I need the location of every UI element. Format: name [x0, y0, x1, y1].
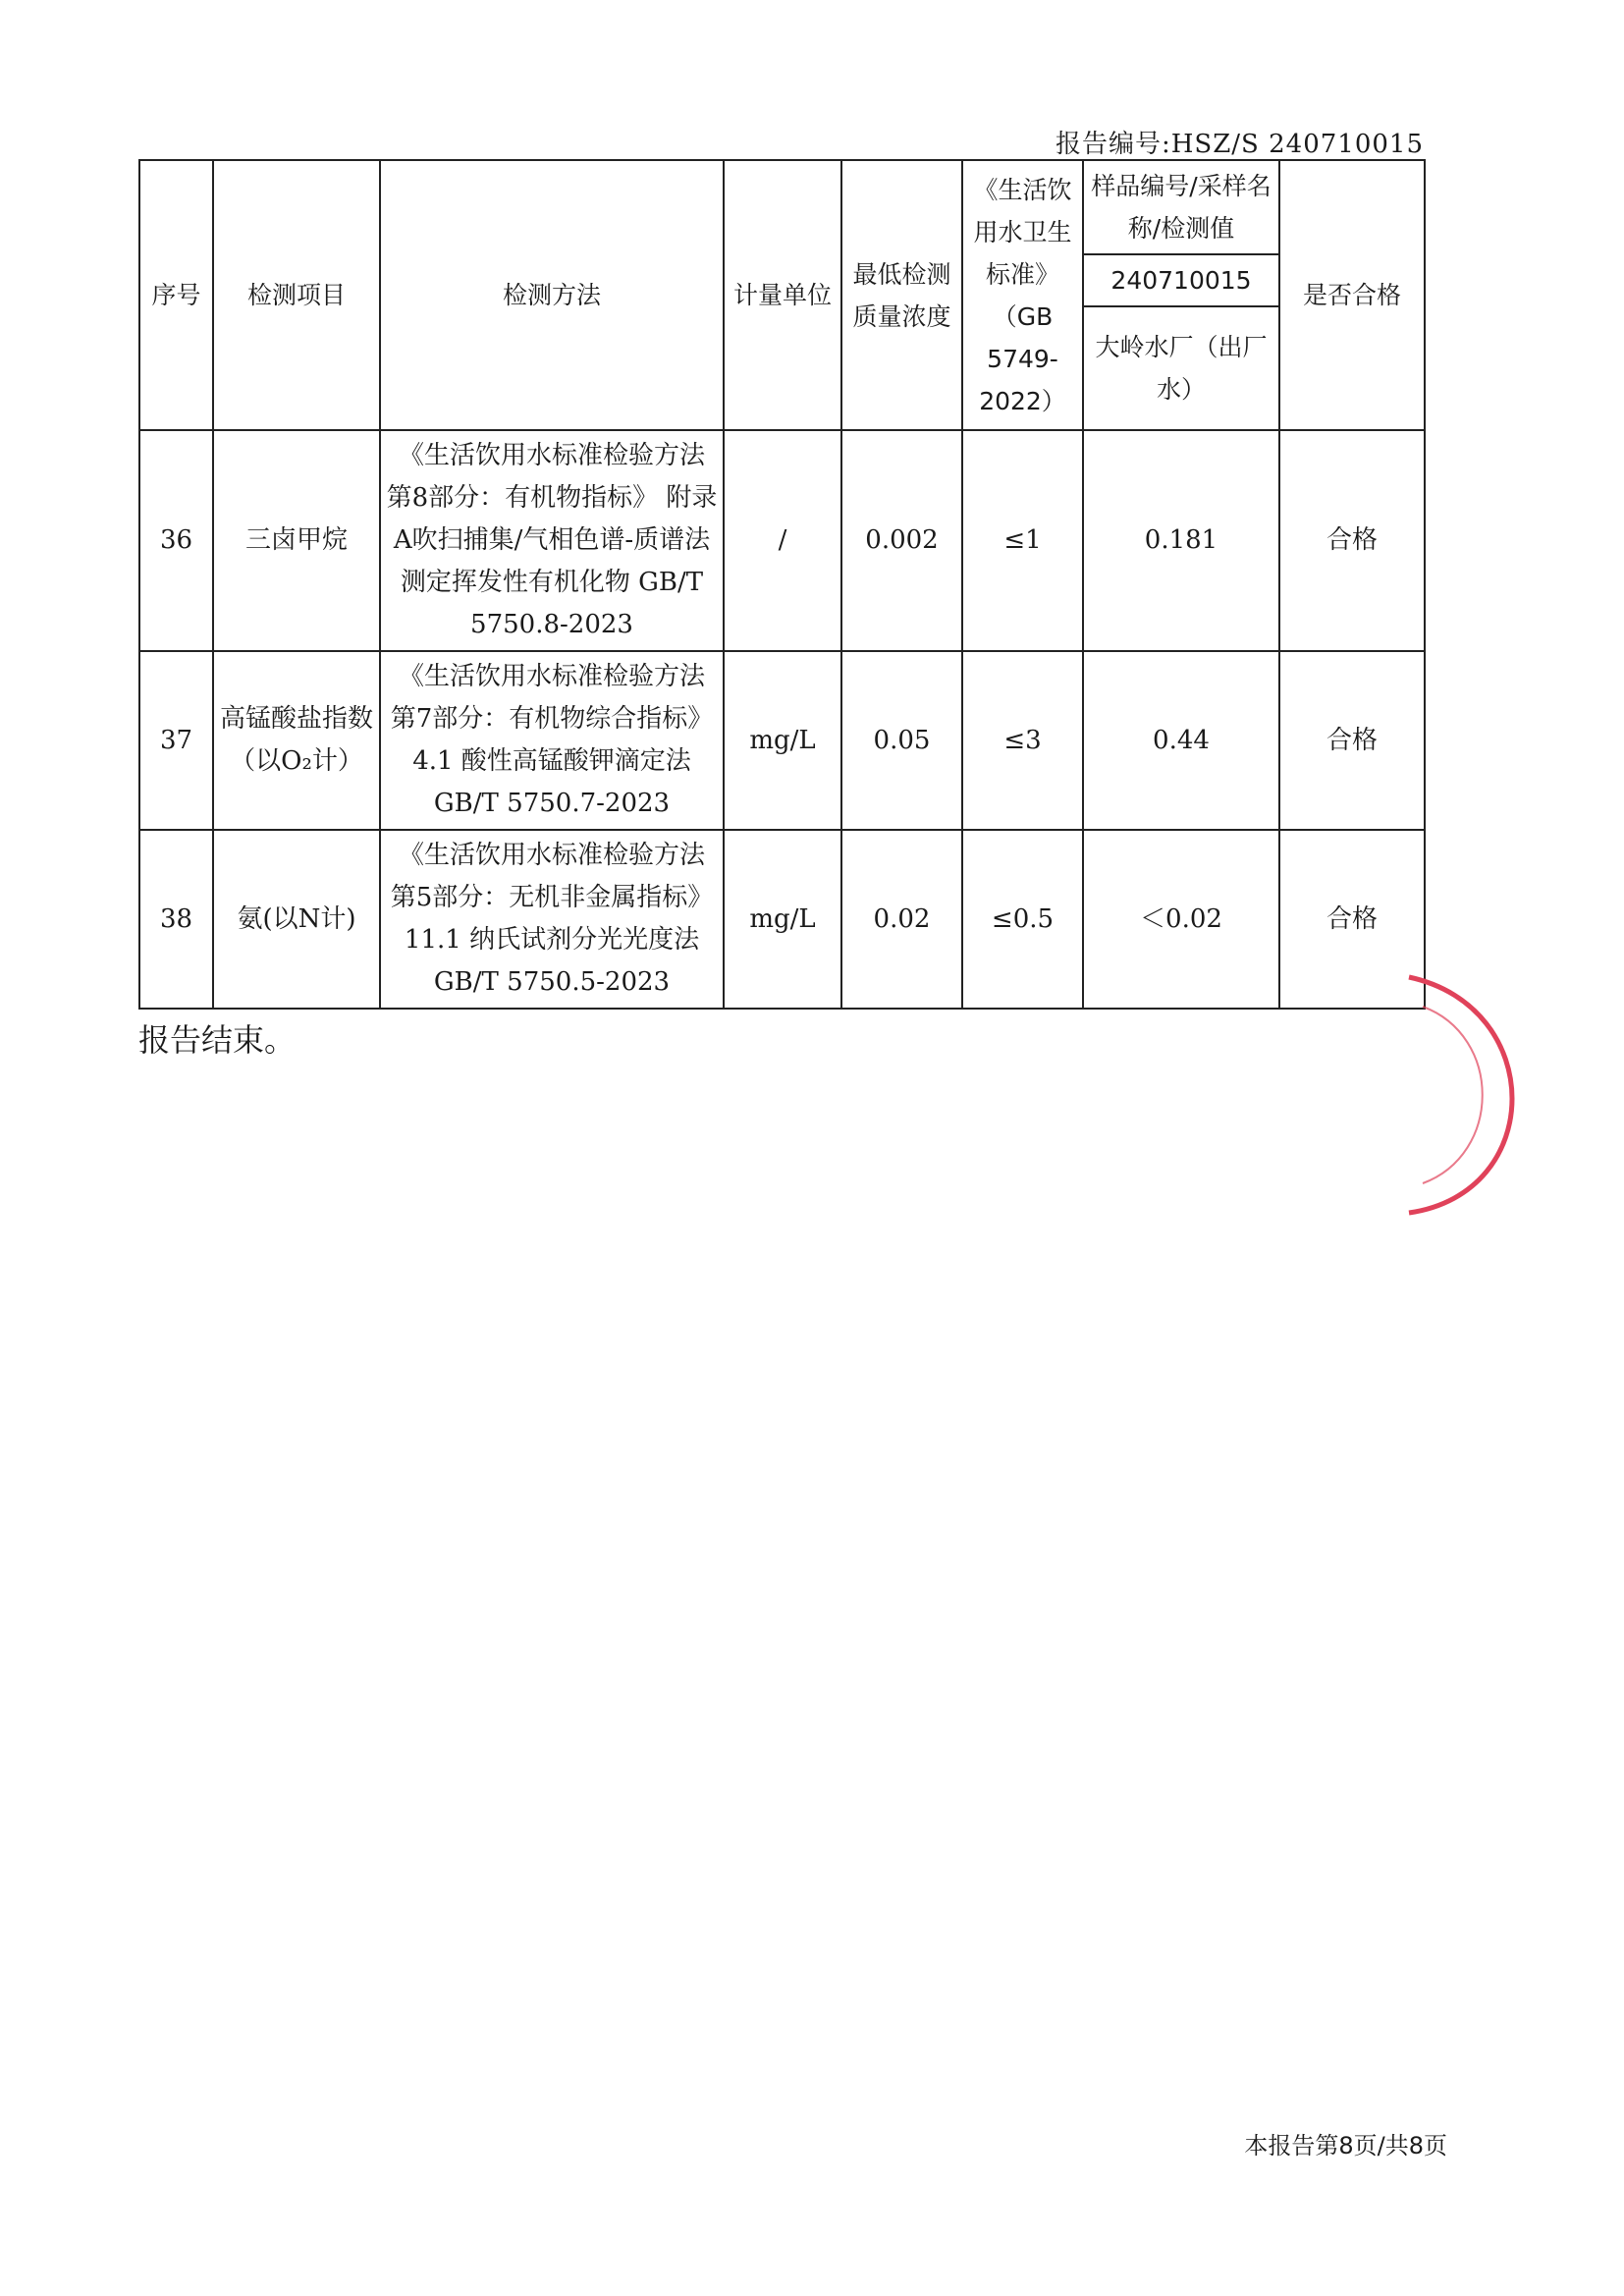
header-sample-group: 样品编号/采样名称/检测值: [1083, 160, 1279, 254]
cell-pass: 合格: [1279, 830, 1425, 1009]
cell-min-concentration: 0.002: [841, 430, 962, 651]
cell-item: 三卤甲烷: [213, 430, 380, 651]
results-table: [138, 159, 1426, 1010]
cell-item: 氨(以N计): [213, 830, 380, 1009]
table-row: [139, 430, 1425, 651]
page-number: 本报告第8页/共8页: [1244, 2132, 1447, 2159]
cell-standard-limit: ≤0.5: [962, 830, 1083, 1009]
cell-standard-limit: ≤3: [962, 651, 1083, 830]
cell-unit: mg/L: [724, 830, 841, 1009]
red-seal-icon: [1399, 967, 1517, 1223]
cell-unit: mg/L: [724, 651, 841, 830]
cell-method: 《生活饮用水标准检验方法 第7部分：有机物综合指标》4.1 酸性高锰酸钾滴定法 GB/T 5750.7-2023: [380, 651, 724, 830]
header-standard: 《生活饮用水卫生标准》（GB 5749-2022）: [962, 160, 1083, 430]
cell-value: ＜0.02: [1083, 830, 1279, 1009]
cell-seq: 37: [139, 651, 213, 830]
header-unit: 计量单位: [724, 160, 841, 430]
cell-value: 0.181: [1083, 430, 1279, 651]
table-row: [139, 830, 1425, 1009]
cell-seq: 38: [139, 830, 213, 1009]
cell-min-concentration: 0.02: [841, 830, 962, 1009]
cell-standard-limit: ≤1: [962, 430, 1083, 651]
header-sample-name: 大岭水厂（出厂水）: [1083, 306, 1279, 430]
cell-unit: /: [724, 430, 841, 651]
cell-value: 0.44: [1083, 651, 1279, 830]
cell-seq: 36: [139, 430, 213, 651]
cell-method: 《生活饮用水标准检验方法 第8部分：有机物指标》 附录A吹扫捕集/气相色谱-质谱法测定挥发性有机化物 GB/T 5750.8-2023: [380, 430, 724, 651]
header-sample-id: 240710015: [1083, 254, 1279, 306]
header-method: 检测方法: [380, 160, 724, 430]
header-item: 检测项目: [213, 160, 380, 430]
report-end-text: 报告结束。: [138, 1021, 297, 1059]
cell-item: 高锰酸盐指数（以O₂计）: [213, 651, 380, 830]
cell-pass: 合格: [1279, 430, 1425, 651]
cell-pass: 合格: [1279, 651, 1425, 830]
report-number: 报告编号:HSZ/S 240710015: [1055, 130, 1424, 159]
header-min-concentration: 最低检测质量浓度: [841, 160, 962, 430]
header-seq: 序号: [139, 160, 213, 430]
header-pass: 是否合格: [1279, 160, 1425, 430]
cell-min-concentration: 0.05: [841, 651, 962, 830]
table-row: [139, 651, 1425, 830]
cell-method: 《生活饮用水标准检验方法 第5部分：无机非金属指标》11.1 纳氏试剂分光光度法 GB/T 5750.5-2023: [380, 830, 724, 1009]
